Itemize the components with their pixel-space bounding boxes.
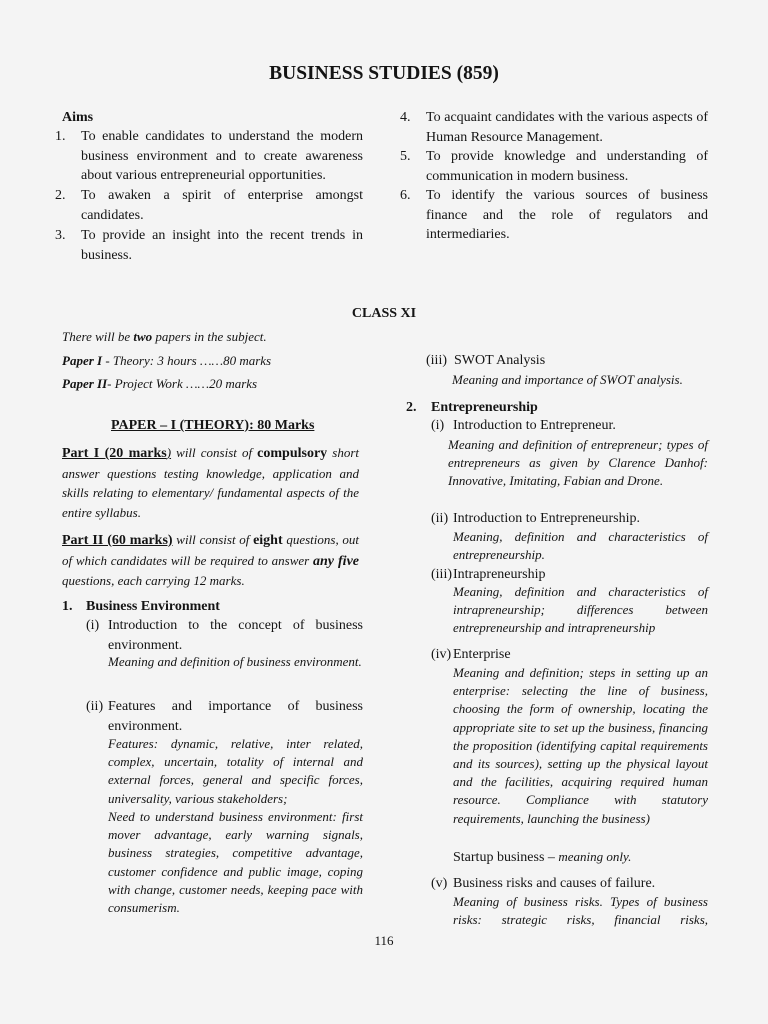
aims-number: 2. [55, 188, 66, 203]
paper-1-text: - Theory: 3 hours ……80 marks [102, 353, 272, 368]
s2-i-title: Introduction to Entrepreneur. [453, 418, 616, 433]
section-1-title: Business Environment [86, 599, 220, 614]
s2-v-title: Business risks and causes of failure. [453, 876, 656, 891]
paper-2-line [62, 375, 362, 393]
s2-iv-desc: Meaning and definition; steps in setting up an enterprise: selecting the line of business, choosing the form of ownership, locating the appropriate site to set up the business, financing the proposition (identifying capital requirements and its sources), setting up the physical layout and the facilities, acquiring required human resource. Compliance with statutory requirements, launching the business) [453, 665, 708, 826]
aims-number: 4. [400, 110, 411, 125]
section-2-number: 2. [406, 400, 417, 415]
part-1-paragraph [62, 443, 359, 522]
part-1-paren: ) [166, 445, 172, 460]
part-1-label: Part I (20 marks [62, 446, 167, 461]
s1-i-title: Introduction to the concept of business environment. [108, 618, 363, 653]
s2-v-num: (v) [431, 876, 448, 891]
s2-ii-title: Introduction to Entrepreneurship. [453, 511, 641, 526]
s1-i-desc: Meaning and definition of business environment. [108, 654, 362, 669]
s1-i-num: (i) [86, 618, 100, 633]
page-number: 116 [374, 933, 394, 948]
part-2-eight: eight [253, 533, 283, 548]
paper-1-label: Paper I [62, 353, 103, 368]
aims-item-text: To provide knowledge and understanding of communication in modern business. [426, 149, 708, 184]
aims-item-text: To awaken a spirit of enterprise amongst candidates. [81, 188, 363, 223]
part-2-text: questions, out of which candidates will be required to answer [62, 532, 359, 568]
aims-item-6 [400, 186, 708, 245]
papers-text: There will be [62, 329, 134, 344]
s2-ii-desc: Meaning, definition and characteristics of entrepreneurship. [453, 529, 708, 563]
aims-item-text: To provide an insight into the recent trends in business. [81, 228, 363, 263]
part-2-label: Part II (60 marks) [62, 533, 173, 548]
aims-item-text: To acquaint candidates with the various aspects of Human Resource Management. [426, 110, 708, 145]
s2-iii-title: Intrapreneurship [453, 567, 546, 582]
part-2-text: will consist of [172, 532, 254, 547]
section-2-title: Entrepreneurship [431, 400, 538, 415]
paper-2-text: - Project Work ……20 marks [107, 376, 258, 391]
part-1-compulsory: compulsory [257, 446, 328, 461]
s2-i-desc: Meaning and definition of entrepreneur; types of entrepreneurs as given by Clarence Danhof: Innovative, Imitating, Fabian and Drone. [448, 437, 708, 489]
part-2-text: questions, each carrying 12 marks. [62, 573, 245, 588]
s2-iii-desc: Meaning, definition and characteristics of intrapreneurship; differences between entrepreneurship and intrapreneurship [453, 584, 708, 636]
aims-item-5 [400, 147, 708, 186]
aims-number: 5. [400, 149, 411, 164]
aims-item-text: To enable candidates to understand the modern business environment and to create awareness about various entrepreneurial opportunities. [81, 129, 363, 183]
aims-item-4 [400, 108, 708, 147]
papers-text: papers in the subject. [152, 329, 267, 344]
swot-num: (iii) [426, 353, 447, 368]
aims-item-2 [55, 186, 363, 225]
swot-title: SWOT Analysis [454, 353, 546, 368]
paper-heading: PAPER – I (THEORY): 80 Marks [111, 418, 315, 433]
part-2-any-five: any five [312, 553, 359, 569]
section-1-number: 1. [62, 599, 73, 614]
aims-item-1 [55, 127, 363, 186]
paper-1-line [62, 352, 362, 370]
s2-iv-title: Enterprise [453, 647, 511, 662]
aims-number: 1. [55, 129, 66, 144]
startup-text: Startup business – [453, 850, 559, 865]
s2-v-desc: Meaning of business risks. Types of business risks: strategic risks, financial risks, [453, 894, 708, 928]
class-heading: CLASS XI [351, 306, 417, 321]
s1-ii-desc-features: Features: dynamic, relative, inter related, complex, uncertain, totality of internal and external forces, general and specific forces, universality, various stakeholders; [108, 736, 363, 806]
s1-ii-title: Features and importance of business environment. [108, 699, 363, 734]
s2-i-num: (i) [431, 418, 445, 433]
aims-number: 3. [55, 228, 66, 243]
part-1-text: will consist of [171, 445, 258, 460]
s2-ii-num: (ii) [431, 511, 449, 526]
papers-count: two [133, 329, 153, 344]
aims-item-text: To identify the various sources of business finance and the role of regulators and intermediaries. [426, 188, 708, 242]
part-2-paragraph [62, 530, 359, 591]
s1-ii-num: (ii) [86, 699, 104, 714]
paper-2-label: Paper II [62, 376, 108, 391]
s1-ii-desc-need: Need to understand business environment: first mover advantage, early warning signals, business strategies, competitive advantage, customer confidence and public image, coping with change, customer needs, keeping pace with consumerism. [108, 809, 363, 916]
page-title: BUSINESS STUDIES (859) [269, 63, 499, 84]
startup-line [453, 848, 708, 868]
aims-number: 6. [400, 188, 411, 203]
startup-meaning: meaning only. [558, 849, 632, 864]
aims-heading: Aims [62, 110, 94, 125]
swot-desc: Meaning and importance of SWOT analysis. [452, 372, 683, 387]
papers-intro [62, 328, 362, 346]
part-1-text: short answer questions testing knowledge, application and skills relating to elementary/ fundamental aspects of the entire syllabus. [62, 445, 359, 520]
s2-iv-num: (iv) [431, 647, 452, 662]
s2-iii-num: (iii) [431, 567, 452, 582]
aims-item-3 [55, 226, 363, 265]
